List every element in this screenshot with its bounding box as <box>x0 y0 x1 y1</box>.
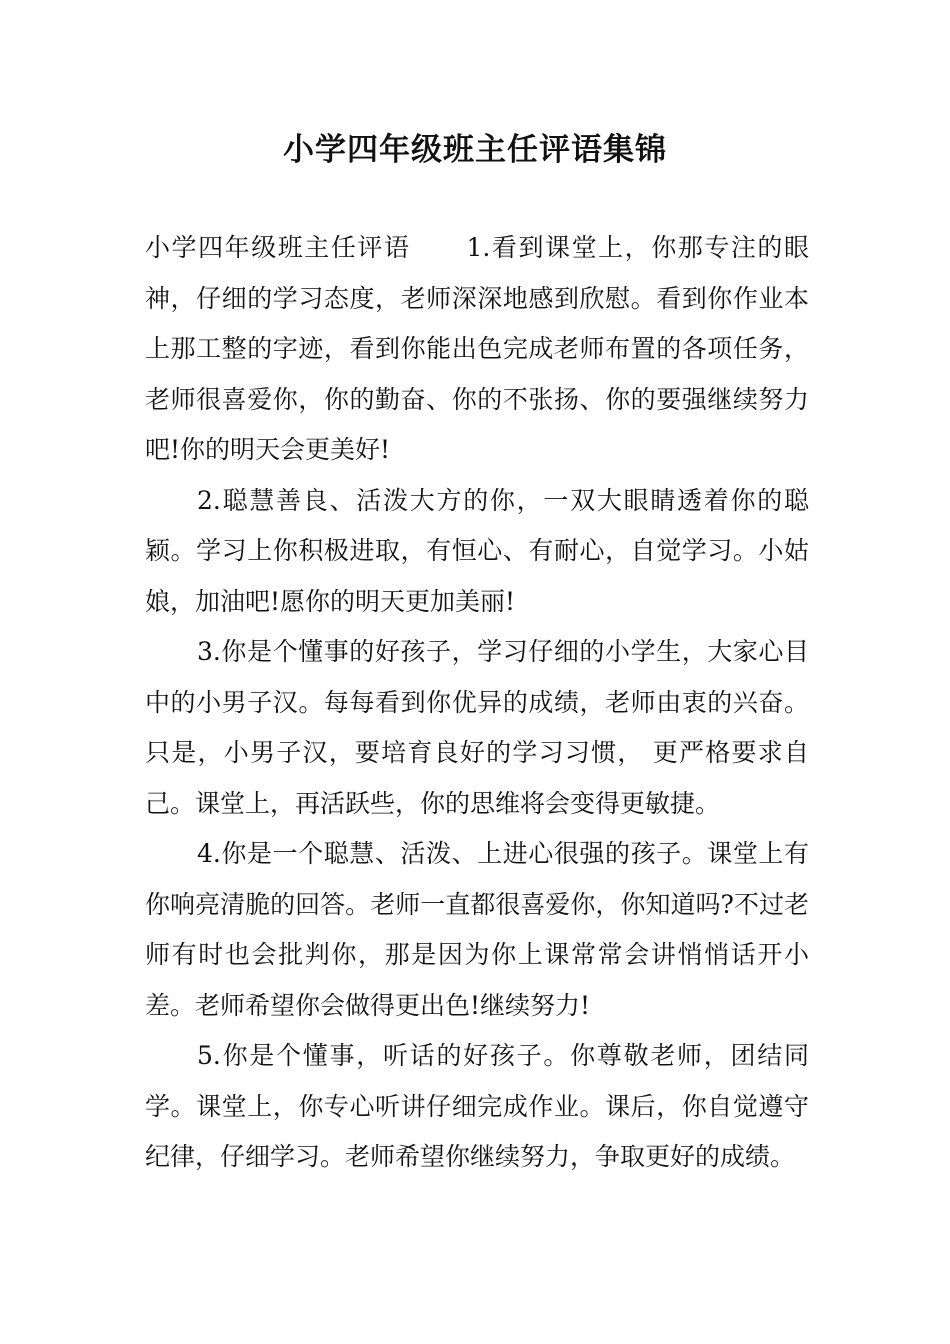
comment-paragraph-1 <box>145 223 809 476</box>
comment-text-1: 1.看到课堂上，你那专注的眼神，仔细的学习态度，老师深深地感到欣慰。看到你作业本上那工整的字迹，看到你能出色完成老师布置的各项任务，老师很喜爱你，你的勤奋、你的不张扬、你的要强继续努力吧!你的明天会更美好! <box>145 233 809 464</box>
comment-paragraph-5: 5.你是个懂事，听话的好孩子。你尊敬老师，团结同学。课堂上，你专心听讲仔细完成作业。课后，你自觉遵守纪律，仔细学习。老师希望你继续努力，争取更好的成绩。 <box>145 1041 809 1171</box>
document-title: 小学四年级班主任评语集锦 <box>283 132 667 168</box>
comment-paragraph-3: 3.你是个懂事的好孩子，学习仔细的小学生，大家心目中的小男子汉。每每看到你优异的成绩，老师由衷的兴奋。只是，小男子汉，要培育良好的学习习惯， 更严格要求自己。课堂上，再活跃些，你的思维将会变得更敏捷。 <box>145 637 809 818</box>
comment-paragraph-2: 2.聪慧善良、活泼大方的你，一双大眼睛透着你的聪颖。学习上你积极进取，有恒心、有耐心，自觉学习。小姑娘，加油吧!愿你的明天更加美丽! <box>145 485 809 616</box>
comment-paragraph-4: 4.你是一个聪慧、活泼、上进心很强的孩子。课堂上有你响亮清脆的回答。老师一直都很喜爱你，你知道吗?不过老师有时也会批判你，那是因为你上课常常会讲悄悄话开小差。老师希望你会做得更出色!继续努力! <box>145 839 809 1020</box>
section-lead-label: 小学四年级班主任评语 <box>145 233 411 262</box>
document-body <box>145 223 809 1183</box>
